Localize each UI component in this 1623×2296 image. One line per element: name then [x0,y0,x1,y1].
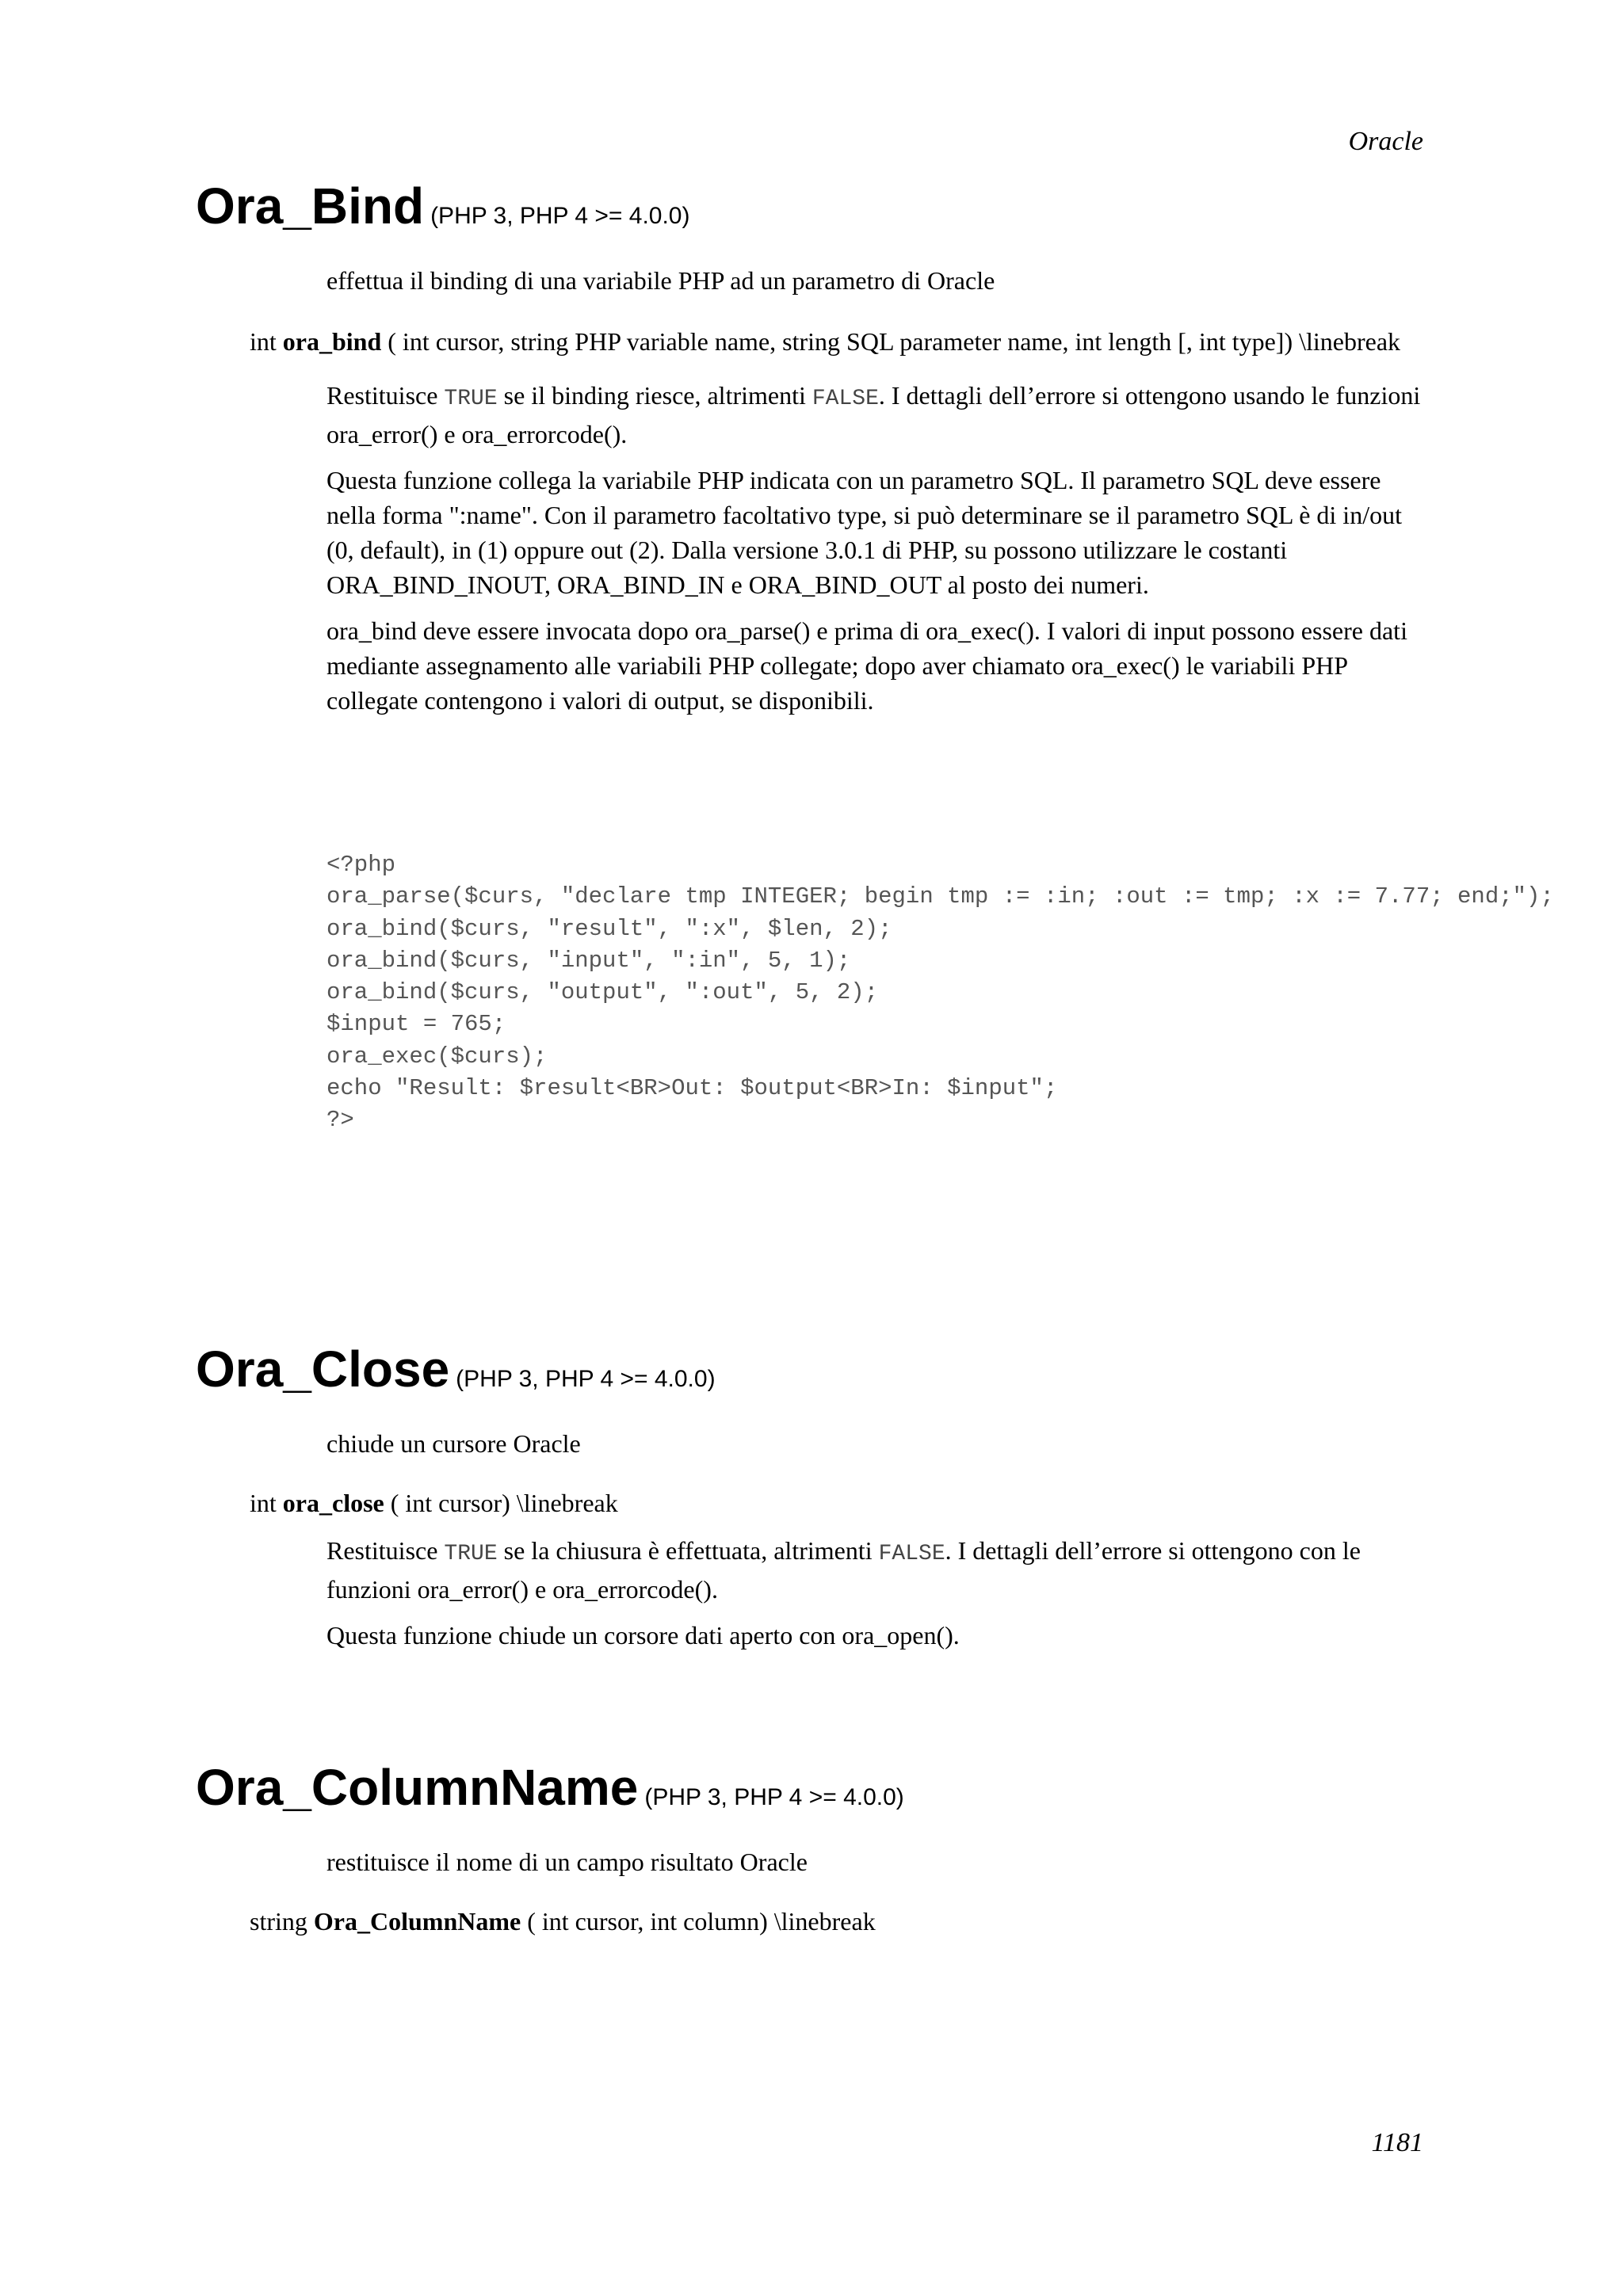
description-paragraph: ora_bind deve essere invocata dopo ora_parse() e prima di ora_exec(). I valori di input possono essere dati mediante assegnamento alle variabili PHP collegate; dopo aver chiamato ora_exec() le variabili PHP collegate contengono i valori di output, se disponibili. [327,616,1407,715]
function-synopsis [196,1484,1424,1522]
constant-false: FALSE [878,1542,945,1566]
description-paragraph [327,1533,1424,1607]
text-run: . I dettagli dell’errore si ottengono usando le funzioni ora_error() e ora_errorcode(). [327,381,1421,448]
description-paragraph: Questa funzione chiude un corsore dati aperto con ora_open(). [327,1621,960,1650]
page-number: 1181 [1371,2128,1423,2157]
code-line: ora_bind($curs, "input", ":in", 5, 1); [327,947,851,974]
function-signature-name: Ora_ColumnName [313,1907,521,1936]
code-line: ora_bind($curs, "result", ":x", $len, 2); [327,915,892,942]
function-params: ( int cursor, string PHP variable name, string SQL parameter name, int length [, int type]) \linebreak [388,327,1401,356]
function-signature-name: ora_bind [282,327,382,356]
function-description [327,378,1424,718]
version-info: (PHP 3, PHP 4 >= 4.0.0) [456,1366,716,1392]
function-purpose: effettua il binding di una variabile PHP ad un parametro di Oracle [327,266,995,295]
function-purpose: chiude un cursore Oracle [327,1429,581,1458]
function-params: ( int cursor) \linebreak [390,1489,618,1517]
text-run: Restituisce [327,1536,445,1565]
constant-true: TRUE [444,387,498,411]
function-title [196,177,1424,235]
constant-true: TRUE [444,1542,498,1566]
code-line: ora_bind($curs, "output", ":out", 5, 2); [327,979,879,1006]
description-paragraph: Questa funzione collega la variabile PHP indicata con un parametro SQL. Il parametro SQL deve essere nella forma ":name". Con il parametro facoltativo type, si può determinare se il parametro SQL è di in/out (0, default), in (1) oppure out (2). Dalla versione 3.0.1 di PHP, su possono utilizzare le costanti ORA_BIND_INOUT, ORA_BIND_IN e ORA_BIND_OUT al posto dei numeri. [327,466,1402,599]
code-line: $input = 765; [327,1011,506,1038]
version-info: (PHP 3, PHP 4 >= 4.0.0) [430,203,690,229]
running-header: Oracle [1348,127,1423,156]
function-title [196,1341,1424,1398]
text-run: . I dettagli dell’errore si ottengono con le funzioni ora_error() e ora_errorcode(). [327,1536,1361,1604]
version-info: (PHP 3, PHP 4 >= 4.0.0) [644,1784,904,1810]
function-title [196,1759,1424,1816]
code-line: ora_parse($curs, "declare tmp INTEGER; begin tmp := :in; :out := tmp; :x := 7.77; end;"); [327,883,1554,910]
text-run: Restituisce [327,381,445,410]
constant-false: FALSE [812,387,879,411]
code-line: ora_exec($curs); [327,1043,548,1070]
text-run: se la chiusura è effettuata, altrimenti [497,1536,879,1565]
function-synopsis [196,322,1424,360]
function-signature-name: ora_close [282,1489,384,1517]
function-name: Ora_ColumnName [196,1759,639,1816]
function-purpose: restituisce il nome di un campo risultato Oracle [327,1848,808,1876]
function-description [327,1533,1424,1653]
function-synopsis [196,1902,1424,1940]
return-type: int [250,327,277,356]
section-ora-bind [196,177,1424,718]
code-line: <?php [327,852,396,878]
description-paragraph [327,378,1424,452]
return-type: string [250,1907,307,1936]
function-params: ( int cursor, int column) \linebreak [527,1907,876,1936]
code-line: ?> [327,1107,354,1134]
code-example [327,849,1554,1137]
section-ora-close [196,1341,1424,1653]
section-ora-columnname [196,1759,1424,1940]
text-run: se il binding riesce, altrimenti [497,381,812,410]
function-name: Ora_Bind [196,177,425,235]
code-line: echo "Result: $result<BR>Out: $output<BR>In: $input"; [327,1075,1058,1102]
function-name: Ora_Close [196,1341,450,1398]
return-type: int [250,1489,277,1517]
